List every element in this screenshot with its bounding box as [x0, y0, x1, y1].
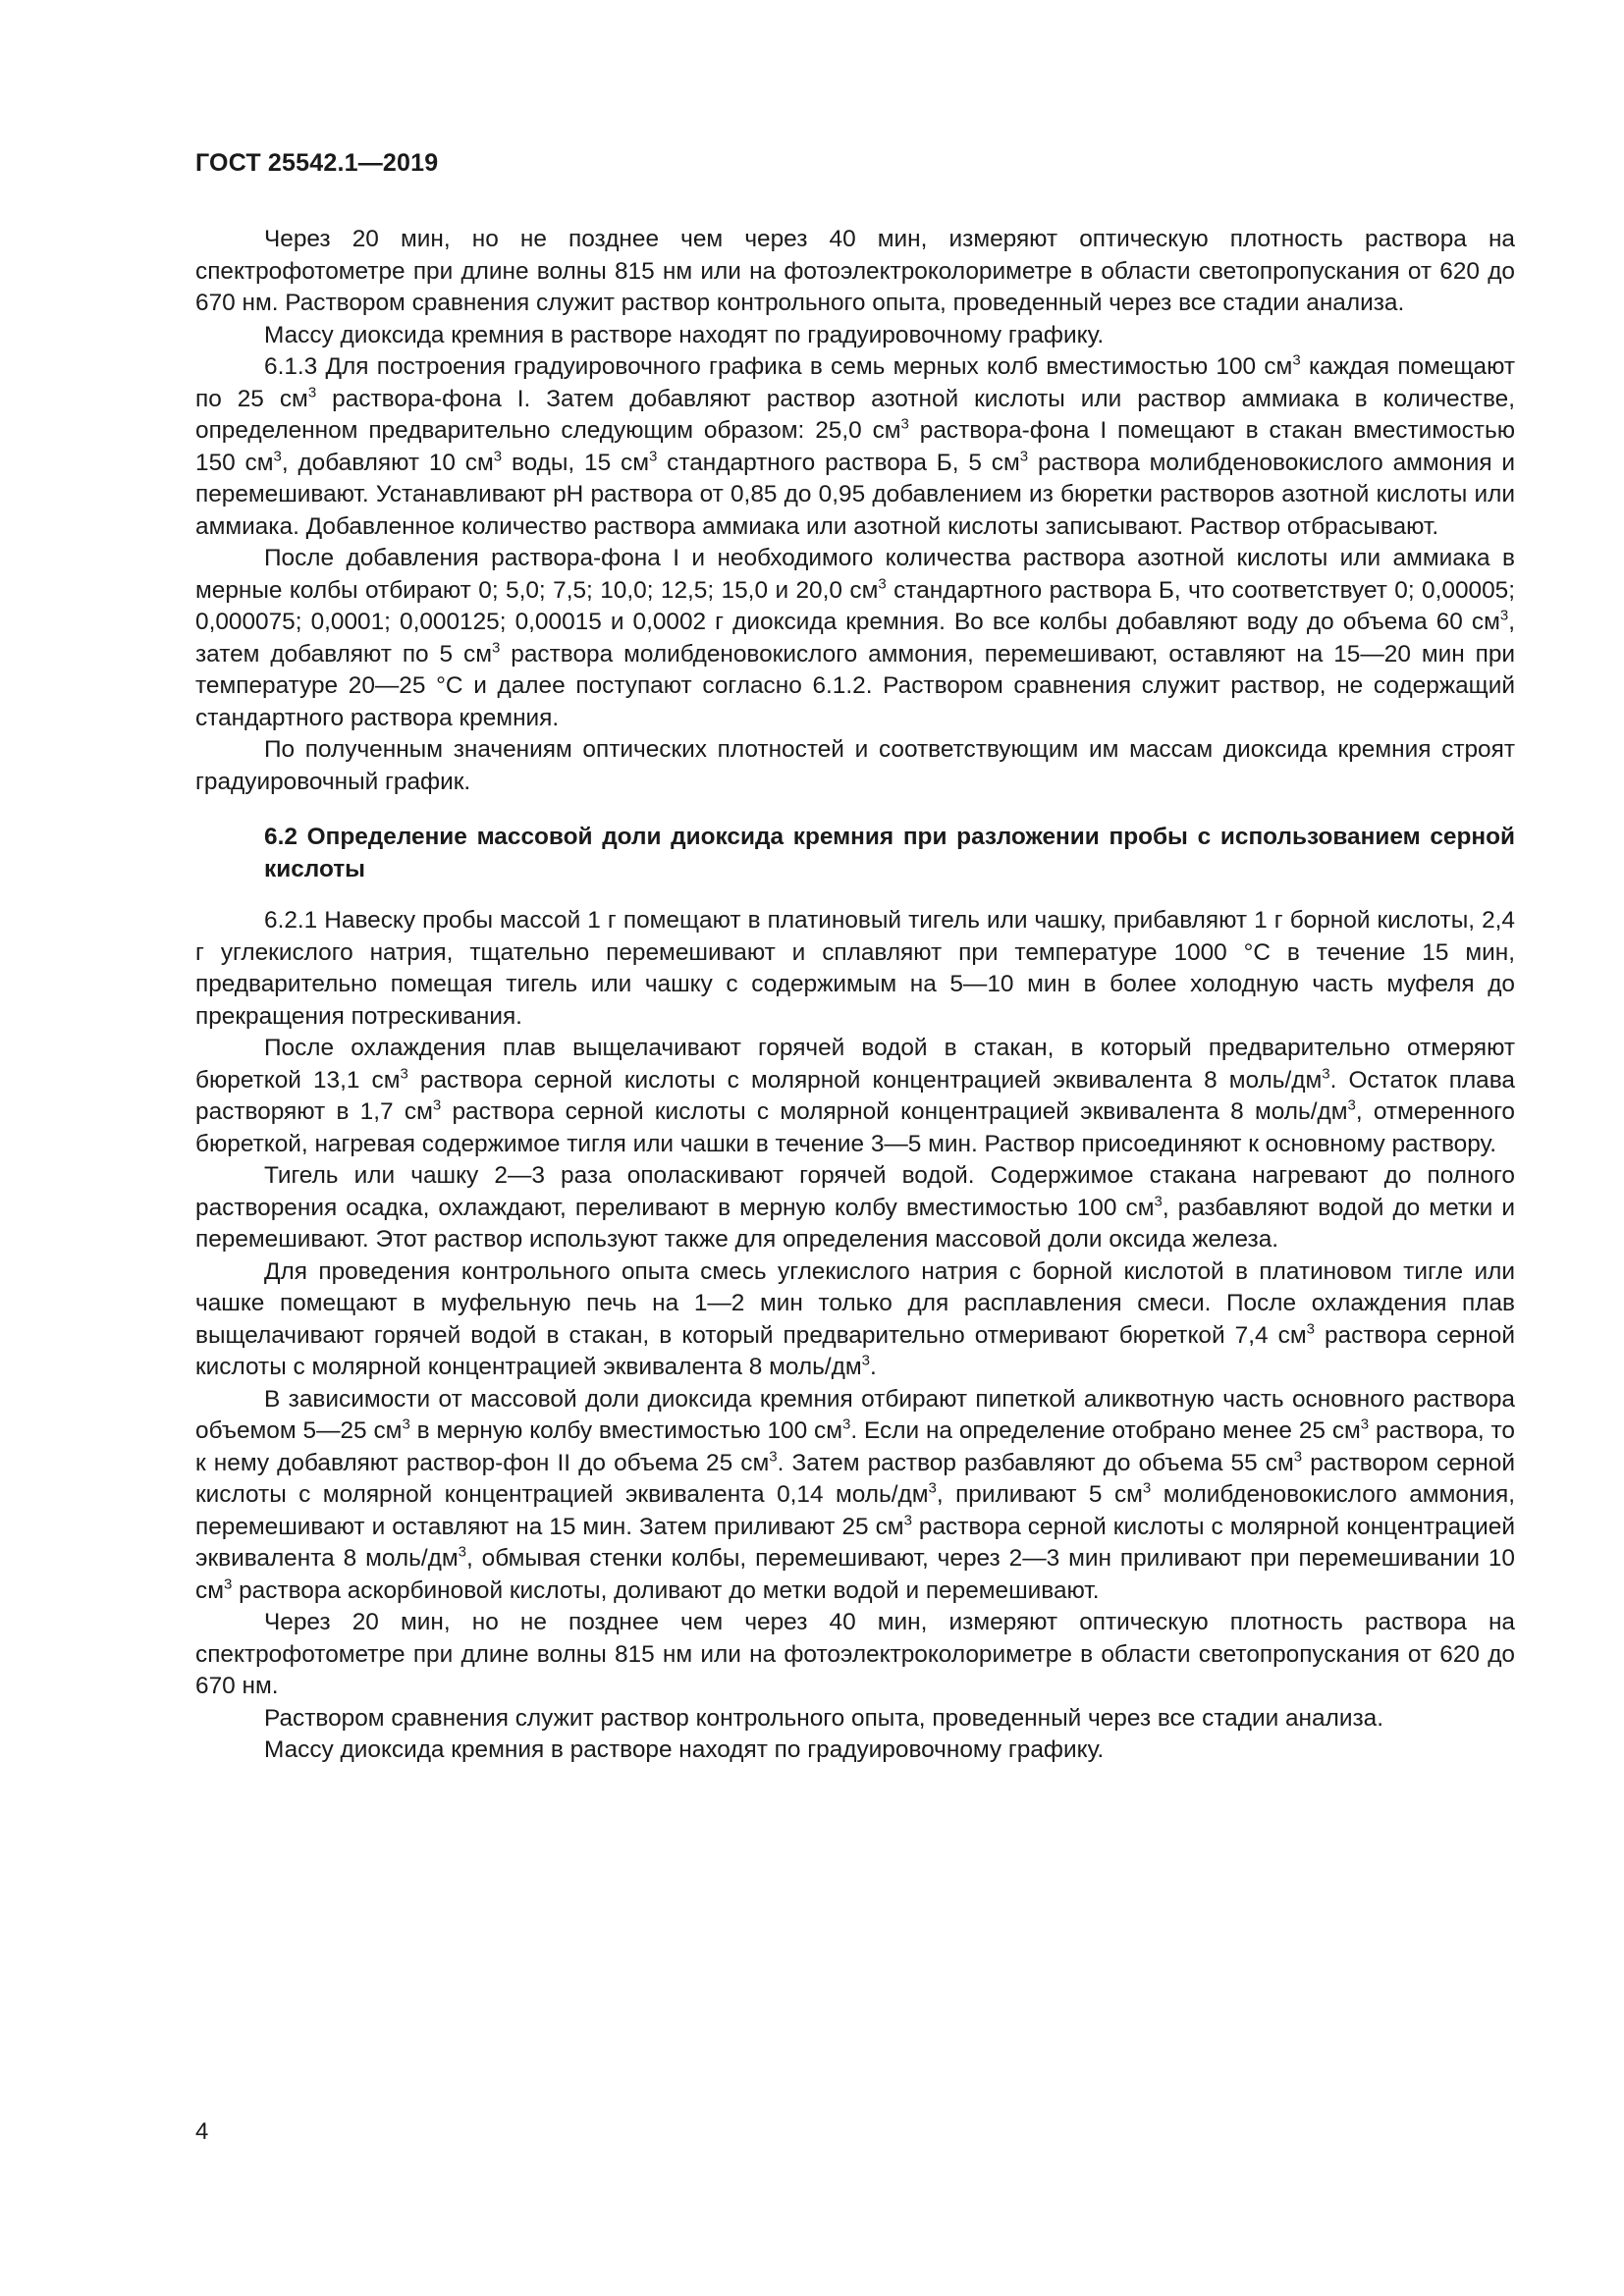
- paragraph: Массу диоксида кремния в растворе находят по градуировочному графику.: [264, 321, 1105, 348]
- text-run: стандартного раствора Б, 5 см: [657, 449, 1020, 476]
- text-run: . Затем раствор разбавляют до объема 55 см: [777, 1449, 1294, 1476]
- text-run: , обмывая стенки колбы, перемешивают, через 2—3 мин приливают при перемешивании 10 см: [195, 1545, 1516, 1604]
- text-run: раствора аскорбиновой кислоты, доливают до метки водой и перемешивают.: [232, 1576, 1100, 1604]
- text-run: раствора-фона I помещают в стакан вместимостью 150 см: [195, 417, 1515, 476]
- paragraph: По полученным значениям оптических плотностей и соответствующим им массам диоксида кремния строят градуировочный график.: [195, 736, 1515, 795]
- superscript: 3: [432, 1096, 442, 1114]
- superscript: 3: [1019, 447, 1029, 464]
- text-run: молибденовокислого аммония, перемешивают и оставляют на 15 мин. Затем приливают 25 см: [195, 1481, 1515, 1540]
- superscript: 3: [928, 1479, 937, 1497]
- text-run: , добавляют 10 см: [281, 449, 494, 476]
- text-run: воды, 15 см: [502, 449, 649, 476]
- text-run: раствора молибденовокислого аммония, перемешивают, оставляют на 15—20 мин при температуре 20—25 °С и далее поступают согласно 6.1.2. Раствором сравнения служит раствор, не содержащий стандартного раствора кремния.: [195, 640, 1516, 731]
- text-run: После добавления раствора-фона I и необходимого количества раствора азотной кислоты или аммиака в мерные колбы отбирают 0; 5,0; 7,5; 10,0; 12,5; 15,0 и 20,0 см: [195, 545, 1515, 604]
- text-run: 6.1.3 Для построения градуировочного графика в семь мерных колб вместимостью 100 см: [264, 353, 1293, 380]
- text-run: , разбавляют водой до метки и перемешивают. Этот раствор используют также для определения массовой доли оксида железа.: [195, 1194, 1515, 1253]
- superscript: 3: [1322, 1064, 1330, 1082]
- superscript: 3: [1360, 1415, 1370, 1433]
- page-number: 4: [195, 2118, 209, 2145]
- superscript: 3: [1142, 1479, 1152, 1497]
- text-run: раствора, то к нему добавляют раствор-фон II до объема 25 см: [195, 1417, 1515, 1476]
- superscript: 3: [769, 1447, 778, 1465]
- superscript: 3: [492, 638, 501, 656]
- text-run: раствора серной кислоты с молярной концентрацией эквивалента 8 моль/дм: [195, 1321, 1515, 1380]
- text-run: Для проведения контрольного опыта смесь углекислого натрия с борной кислотой в платиновом тигле или чашке помещают в муфельную печь на 1—2 мин только для расплавления смеси. После охлаждения плав выщелачивают горячей водой в стакан, в который предварительно отмеривают бюреткой 7,4 см: [195, 1257, 1515, 1349]
- document-body: [195, 224, 1515, 1767]
- superscript: 3: [458, 1543, 466, 1561]
- superscript: 3: [307, 383, 317, 400]
- text-run: , затем добавляют по 5 см: [195, 609, 1515, 667]
- text-run: раствора серной кислоты с молярной концентрацией эквивалента 8 моль/дм: [441, 1098, 1348, 1125]
- text-run: раствором серной кислоты с молярной концентрацией эквивалента 0,14 моль/дм: [195, 1449, 1515, 1508]
- superscript: 3: [1306, 1319, 1315, 1337]
- superscript: 3: [493, 447, 503, 464]
- superscript: 3: [400, 1064, 408, 1082]
- paragraph: Через 20 мин, но не позднее чем через 40 мин, измеряют оптическую плотность раствора на спектрофотометре при длине волны 815 нм или на фотоэлектроколориметре в области светопропускания от 620 до 670 нм. Раствором сравнения служит раствор контрольного опыта, проведенный через все стадии анализа.: [195, 226, 1515, 316]
- paragraph-621: 6.2.1 Навеску пробы массой 1 г помещают в платиновый тигель или чашку, прибавляют 1 г борной кислоты, 2,4 г углекислого натрия, тщательно перемешивают и сплавляют при температуре 1000 °С в течение 15 мин, предварительно помещая тигель или чашку с содержимым на 5—10 мин в более холодную часть муфеля до прекращения потрескивания.: [195, 907, 1515, 1030]
- paragraph: Массу диоксида кремния в растворе находят по градуировочному графику.: [264, 1736, 1105, 1763]
- text-run: каждая помещают по 25 см: [195, 353, 1516, 412]
- superscript: 3: [402, 1415, 410, 1433]
- paragraph: [195, 1384, 1515, 1608]
- text-run: . Если на определение отобрано менее 25 см: [850, 1417, 1361, 1444]
- text-run: В зависимости от массовой доли диоксида кремния отбирают пипеткой аликвотную часть основного раствора объемом 5—25 см: [195, 1385, 1515, 1444]
- paragraph: [195, 1033, 1515, 1160]
- superscript: 3: [1154, 1192, 1163, 1209]
- paragraph-613: [195, 351, 1515, 543]
- text-run: . Остаток плава растворяют в 1,7 см: [195, 1066, 1515, 1125]
- superscript: 3: [878, 574, 887, 592]
- superscript: 3: [223, 1575, 233, 1592]
- text-run: , отмеренного бюреткой, нагревая содержимое тигля или чашки в течение 3—5 мин. Раствор присоединяют к основному раствору.: [195, 1098, 1515, 1157]
- superscript: 3: [1347, 1096, 1356, 1114]
- superscript: 3: [648, 447, 658, 464]
- superscript: 3: [900, 415, 909, 433]
- superscript: 3: [1499, 607, 1509, 624]
- document-header-id: ГОСТ 25542.1—2019: [195, 149, 439, 177]
- paragraph: Через 20 мин, но не позднее чем через 40 мин, измеряют оптическую плотность раствора на спектрофотометре при длине волны 815 нм или на фотоэлектроколориметре в области светопропускания от 620 до 670 нм.: [195, 1609, 1515, 1699]
- text-run: раствора серной кислоты с молярной концентрацией эквивалента 8 моль/дм: [407, 1066, 1323, 1094]
- superscript: 3: [903, 1511, 912, 1528]
- paragraph: [195, 543, 1515, 734]
- paragraph: Раствором сравнения служит раствор контрольного опыта, проведенный через все стадии анализа.: [264, 1704, 1383, 1732]
- section-heading-6-2: 6.2 Определение массовой доли диоксида кремния при разложении пробы с использованием серной кислоты: [264, 824, 1515, 882]
- text-run: .: [869, 1354, 877, 1380]
- text-run: раствора молибденовокислого аммония и перемешивают. Устанавливают pH раствора от 0,85 до 0,95 добавлением из бюретки растворов азотной кислоты или аммиака. Добавленное количество раствора аммиака или азотной кислоты записывают. Раствор отбрасывают.: [195, 449, 1516, 540]
- text-run: Тигель или чашку 2—3 раза ополаскивают горячей водой. Содержимое стакана нагревают до полного растворения осадка, охлаждают, переливают в мерную колбу вместимостью 100 см: [195, 1162, 1515, 1221]
- text-run: раствора-фона I. Затем добавляют раствор азотной кислоты или раствор аммиака в количестве, определенном предварительно следующим образом: 25,0 см: [195, 385, 1516, 444]
- text-run: , приливают 5 см: [936, 1481, 1143, 1508]
- superscript: 3: [861, 1352, 870, 1369]
- paragraph: [195, 1160, 1515, 1256]
- text-run: После охлаждения плав выщелачивают горячей водой в стакан, в который предварительно отмеряют бюреткой 13,1 см: [195, 1035, 1515, 1094]
- paragraph: [195, 1256, 1515, 1384]
- superscript: 3: [1292, 351, 1301, 369]
- superscript: 3: [842, 1415, 851, 1433]
- superscript: 3: [273, 447, 282, 464]
- text-run: стандартного раствора Б, что соответствует 0; 0,00005; 0,000075; 0,0001; 0,000125; 0,00015 и 0,0002 г диоксида кремния. Во все колбы добавляют воду до объема 60 см: [195, 576, 1515, 635]
- superscript: 3: [1293, 1447, 1303, 1465]
- text-run: в мерную колбу вместимостью 100 см: [409, 1417, 843, 1444]
- text-run: раствора серной кислоты с молярной концентрацией эквивалента 8 моль/дм: [195, 1513, 1515, 1572]
